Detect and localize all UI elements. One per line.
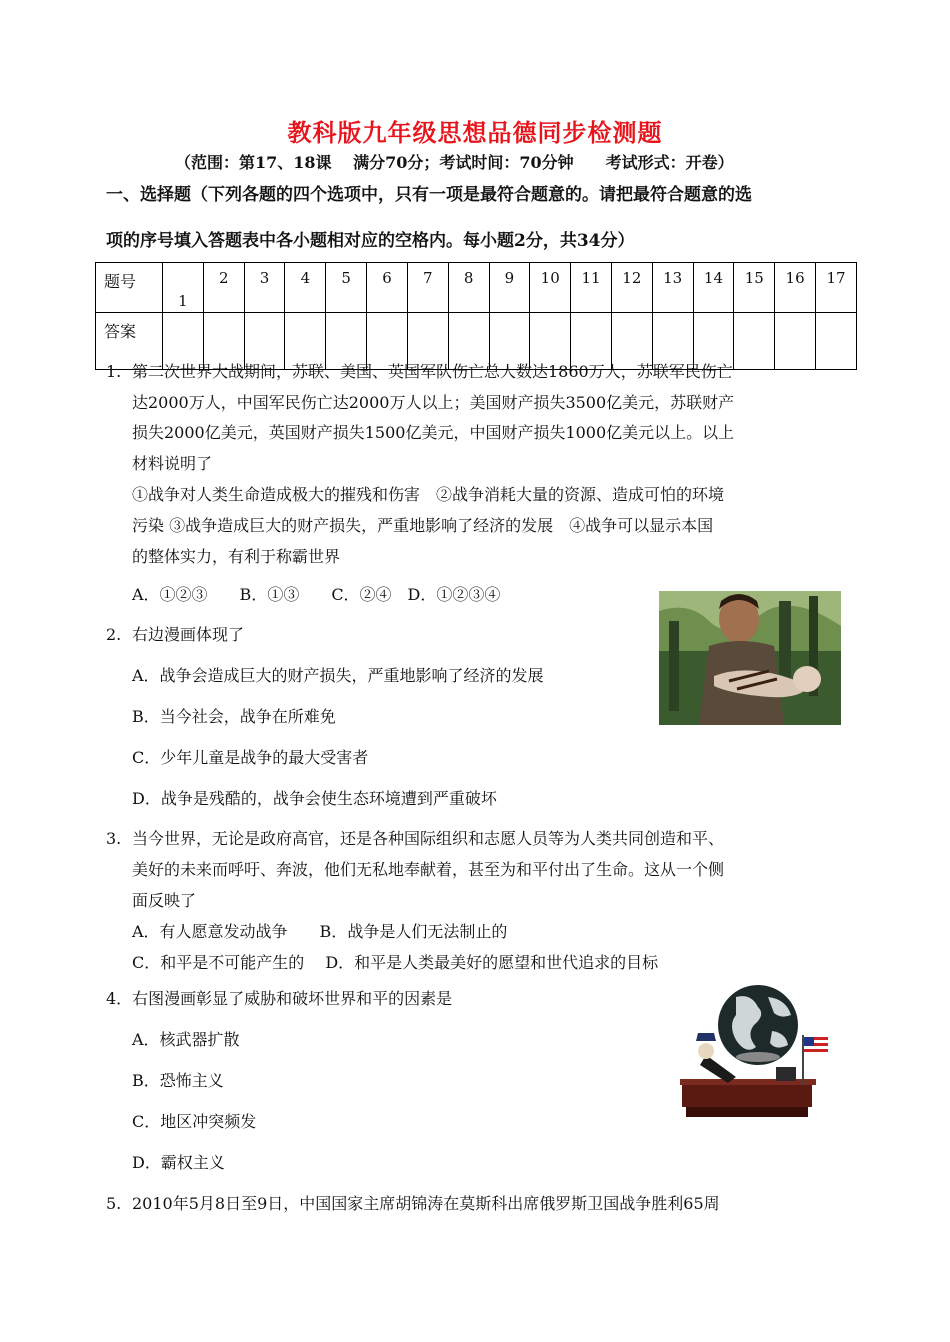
answer-cell-17[interactable]: [816, 313, 857, 370]
section-instructions-line2: 项的序号填入答题表中各小题相对应的空格内。每小题2分，共34分）: [106, 231, 635, 251]
question-1-text: 损失2000亿美元，英国财产损失1500亿美元，中国财产损失1000亿美元以上。以上: [132, 423, 735, 442]
question-number-cell: 5: [326, 263, 367, 313]
answer-cell-11[interactable]: [571, 313, 612, 370]
row-label-answer: 答案: [96, 313, 163, 370]
question-number-cell: 7: [407, 263, 448, 313]
page-title: 教科版九年级思想品德同步检测题: [287, 118, 663, 147]
answer-cell-7[interactable]: [407, 313, 448, 370]
question-number-cell: 4: [285, 263, 326, 313]
answer-cell-14[interactable]: [693, 313, 734, 370]
question-3-text: 当今世界，无论是政府高官，还是各种国际组织和志愿人员等为人类共同创造和平、: [132, 829, 725, 848]
cartoon-globe-image: [676, 985, 838, 1123]
question-4-option-b: B．恐怖主义: [132, 1071, 224, 1090]
question-1-text: 材料说明了: [132, 454, 213, 473]
question-3-text: 面反映了: [132, 891, 197, 910]
answer-cell-3[interactable]: [244, 313, 285, 370]
question-2-number: 2.: [106, 625, 122, 644]
question-2-option-c: C．少年儿童是战争的最大受害者: [132, 748, 369, 767]
question-4-option-c: C．地区冲突频发: [132, 1112, 257, 1131]
answer-cell-16[interactable]: [775, 313, 816, 370]
answer-cell-4[interactable]: [285, 313, 326, 370]
answer-cell-6[interactable]: [367, 313, 408, 370]
war-photo-image: [659, 591, 841, 725]
answer-table: [95, 262, 857, 370]
exam-info: （范围：第17、18课 满分70分；考试时间：70分钟 考试形式：开卷）: [175, 153, 734, 172]
question-number-cell: 13: [652, 263, 693, 313]
question-number-cell: 17: [816, 263, 857, 313]
answer-cell-13[interactable]: [652, 313, 693, 370]
question-3-text: 美好的未来而呼吁、奔波，他们无私地奉献着，甚至为和平付出了生命。这从一个侧: [132, 860, 725, 879]
question-4-option-d: D．霸权主义: [132, 1153, 225, 1172]
question-number-cell: 15: [734, 263, 775, 313]
question-number-cell: 8: [448, 263, 489, 313]
question-3-options-cd: C．和平是不可能产生的 D．和平是人类最美好的愿望和世代追求的目标: [132, 953, 659, 972]
question-number-cell: 2: [203, 263, 244, 313]
question-1-statement: 的整体实力，有利于称霸世界: [132, 547, 341, 566]
answer-cell-5[interactable]: [326, 313, 367, 370]
question-1-text: 达2000万人，中国军民伤亡达2000万人以上；美国财产损失3500亿美元，苏联财产: [132, 393, 735, 412]
question-number-cell: 12: [611, 263, 652, 313]
answer-cell-15[interactable]: [734, 313, 775, 370]
question-number-cell: 10: [530, 263, 571, 313]
question-2-option-d: D．战争是残酷的，战争会使生态环境遭到严重破坏: [132, 789, 497, 808]
row-label-question: 题号: [96, 263, 163, 313]
answer-cell-1[interactable]: [163, 313, 204, 370]
question-number-cell: 14: [693, 263, 734, 313]
question-number-cell: 16: [775, 263, 816, 313]
question-number-cell: 6: [367, 263, 408, 313]
question-4-stem: 4．右图漫画彰显了威胁和破坏世界和平的因素是: [106, 989, 453, 1008]
question-3-number: 3.: [106, 829, 122, 848]
question-1-number: 1.: [106, 362, 122, 381]
question-2-stem: 右边漫画体现了: [132, 625, 245, 644]
question-1-options: A．①②③ B．①③ C．②④ D．①②③④: [132, 585, 501, 604]
question-5-text: 2010年5月8日至9日，中国国家主席胡锦涛在莫斯科出席俄罗斯卫国战争胜利65周: [132, 1194, 720, 1213]
question-number-cell: 1: [163, 263, 204, 313]
section-instructions-line1: 一、选择题（下列各题的四个选项中，只有一项是最符合题意的。请把最符合题意的选: [106, 185, 752, 205]
answer-cell-12[interactable]: [611, 313, 652, 370]
answer-row: [96, 313, 857, 370]
question-number-cell: 9: [489, 263, 530, 313]
question-4-option-a: A．核武器扩散: [132, 1030, 240, 1049]
answer-cell-9[interactable]: [489, 313, 530, 370]
question-1-text: 第二次世界大战期间，苏联、美国、英国军队伤亡总人数达1860万人，苏联军民伤亡: [132, 362, 733, 381]
question-2-option-b: B．当今社会，战争在所难免: [132, 707, 336, 726]
answer-cell-8[interactable]: [448, 313, 489, 370]
question-2-option-a: A．战争会造成巨大的财产损失，严重地影响了经济的发展: [132, 666, 544, 685]
question-number-row: [96, 263, 857, 313]
answer-cell-2[interactable]: [203, 313, 244, 370]
question-5-number: 5.: [106, 1194, 122, 1213]
question-1-statement: ①战争对人类生命造成极大的摧残和伤害 ②战争消耗大量的资源、造成可怕的环境: [132, 485, 725, 504]
question-number-cell: 11: [571, 263, 612, 313]
answer-cell-10[interactable]: [530, 313, 571, 370]
question-3-options-ab: A．有人愿意发动战争 B．战争是人们无法制止的: [132, 922, 508, 941]
question-1-statement: 污染 ③战争造成巨大的财产损失，严重地影响了经济的发展 ④战争可以显示本国: [132, 516, 714, 535]
question-number-cell: 3: [244, 263, 285, 313]
